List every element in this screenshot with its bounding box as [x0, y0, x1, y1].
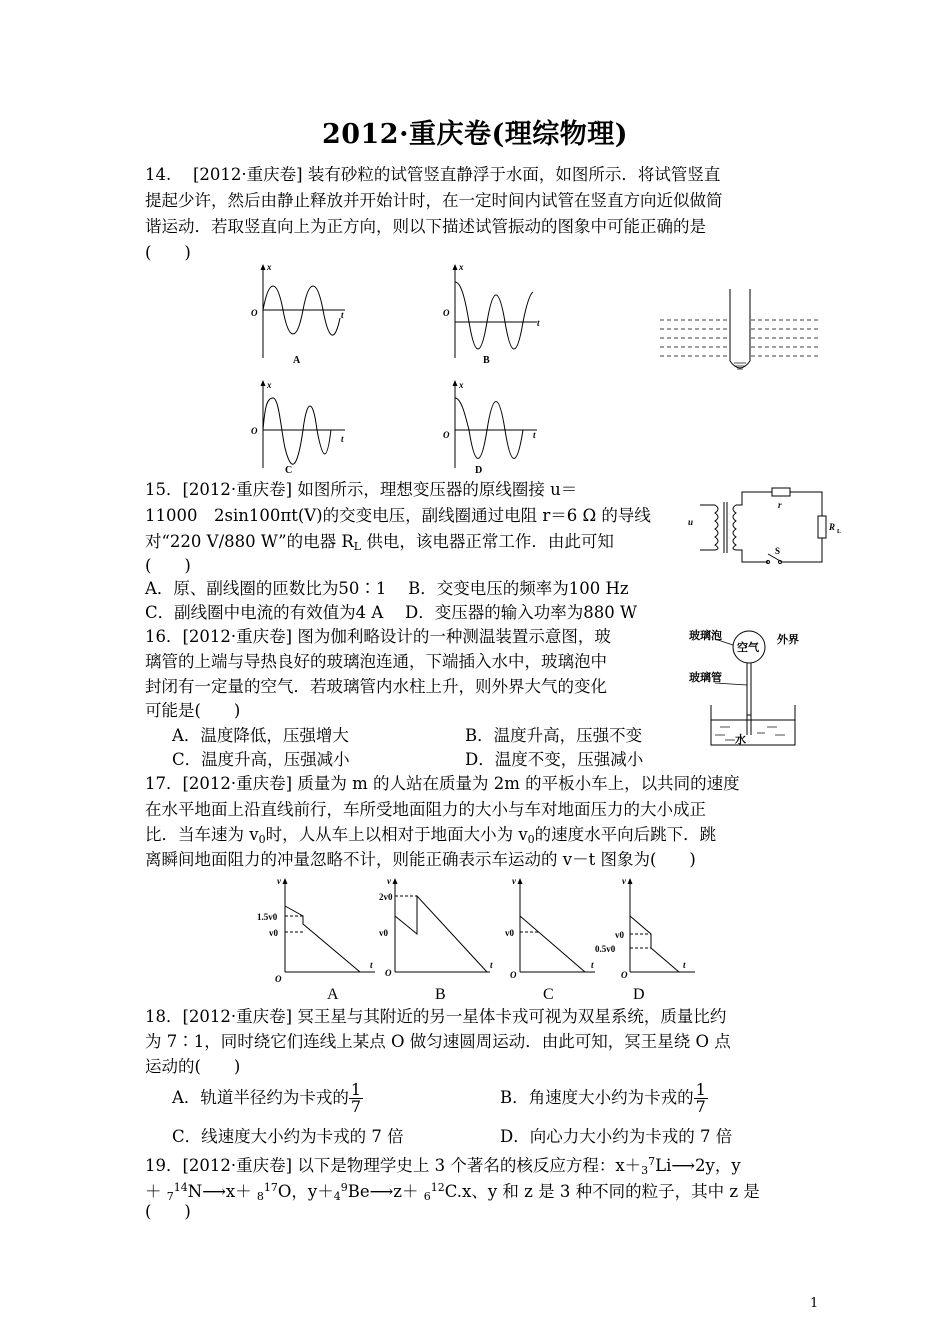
svg-text:O: O: [251, 426, 258, 436]
q18-option-d: D．向心力大小约为卡戎的 7 倍: [500, 1127, 733, 1146]
q17-d-tick-v0: v0: [615, 930, 624, 940]
q17-b-tick-2v0: 2v0: [379, 892, 393, 902]
q14-line-4: ( ): [145, 243, 191, 262]
svg-text:O: O: [621, 970, 628, 980]
q14-line-2: 提起少许，然后由静止释放并开始计时，在一定时间内试管在竖直方向近似做简: [145, 191, 723, 210]
q19-line-2: ＋ $_7^{14}$N⟶x＋ $_8^{17}$O，$y+_4^9Be⟶z+ _6^{12}C.x$、y 和 z 是 3 种不同的粒子，其中 z 是: [145, 1181, 760, 1203]
q14-graphs: [245, 258, 565, 478]
svg-text:S: S: [775, 546, 781, 556]
svg-text:v: v: [277, 876, 281, 886]
svg-text:t: t: [490, 960, 493, 970]
q16-line-3: 封闭有一定量的空气．若玻璃管内水柱上升，则外界大气的变化: [145, 677, 607, 696]
q17-a-tick-1-5v0: 1.5v0: [257, 912, 278, 922]
svg-text:t: t: [683, 960, 686, 970]
q18-line-2: 为 7∶1，同时绕它们连线上某点 O 做匀速圆周运动．由此可知，冥王星绕 O 点: [145, 1032, 731, 1051]
svg-text:O: O: [275, 974, 282, 984]
svg-text:t: t: [533, 430, 536, 440]
q16-thermoscope-figure: [685, 625, 815, 750]
q14-axis-x-label: x: [267, 262, 272, 272]
svg-text:R: R: [829, 522, 836, 532]
q15-option-ab: A．原、副线圈的匝数比为50∶1 B．交变电压的频率为100 Hz: [145, 579, 629, 598]
q14-line-3: 谐运动．若取竖直向上为正方向，则以下描述试管振动的图象中可能正确的是: [145, 217, 706, 236]
q18-line-1: 18．[2012·重庆卷] 冥王星与其附近的另一星体卡戎可视为双星系统，质量比约: [145, 1007, 727, 1026]
q14-graph-a-label: A: [293, 355, 301, 366]
q18-line-3: 运动的( ): [145, 1057, 241, 1076]
q17-d-tick-0-5v0: 0.5v0: [595, 944, 616, 954]
svg-text:t: t: [370, 960, 373, 970]
q15-line-3: 对“220 V/880 W”的电器 $R_L$ 供电，该电器正常工作．由此可知: [145, 532, 614, 553]
svg-text:O: O: [510, 970, 517, 980]
q17-line-3: 比．当车速为 $v_0$时，人从车上以相对于地面大小为 $v_0$的速度水平向后跳下．跳: [145, 825, 717, 846]
q15-line-1: 15．[2012·重庆卷] 如图所示，理想变压器的原线圈接 u＝: [145, 480, 578, 499]
svg-text:x: x: [459, 262, 464, 272]
q16-option-a: A．温度降低，压强增大: [172, 726, 349, 745]
q16-line-1: 16．[2012·重庆卷] 图为伽利略设计的一种测温装置示意图，玻: [145, 627, 611, 646]
q16-option-b: B．温度升高，压强不变: [465, 726, 643, 745]
q17-line-2: 在水平地面上沿直线前行，车所受地面阻力的大小与车对地面压力的大小成正: [145, 800, 706, 819]
svg-text:t: t: [591, 960, 594, 970]
svg-text:x: x: [459, 380, 464, 390]
page-title: 2012·重庆卷(理综物理): [321, 119, 629, 150]
q18-option-a: A．轨道半径约为卡戎的 $\frac{1}{7}$: [172, 1080, 362, 1116]
svg-text:O: O: [251, 308, 258, 318]
q18-option-b: B．角速度大小约为卡戎的 $\frac{1}{7}$: [500, 1080, 706, 1116]
q16-line-4: 可能是( ): [145, 701, 241, 720]
svg-text:O: O: [443, 430, 450, 440]
q14-graph-b-label: B: [483, 355, 490, 366]
q17-c-tick-v0: v0: [505, 928, 514, 938]
q16-line-2: 璃管的上端与导热良好的玻璃泡连通，下端插入水中，玻璃泡中: [145, 652, 607, 671]
q15-option-cd: C．副线圈中电流的有效值为4 A D．变压器的输入功率为880 W: [145, 603, 637, 622]
svg-text:v: v: [622, 876, 626, 886]
q19-line-1: 19．[2012·重庆卷] 以下是物理学史上 3 个著名的核反应方程：$x+_3^7Li⟶2y$，y: [145, 1155, 741, 1177]
q17-graphs: [255, 872, 705, 1004]
q14-line-1: 14. [2012·重庆卷] 装有砂粒的试管竖直静浮于水面，如图所示．将试管竖直: [145, 165, 721, 184]
q16-option-c: C．温度升高，压强减小: [172, 750, 350, 769]
svg-text:r: r: [778, 500, 782, 510]
q16-water-label: 水: [735, 734, 746, 746]
svg-text:u: u: [688, 517, 694, 527]
q17-b-tick-v0: v0: [379, 928, 388, 938]
svg-text:v: v: [512, 876, 516, 886]
q14-graph-d-label: D: [475, 465, 483, 476]
q16-option-d: D．温度不变，压强减小: [465, 750, 644, 769]
q16-tube-label: 玻璃管: [689, 672, 722, 684]
q17-graph-c-label: C: [543, 986, 554, 1003]
svg-text:O: O: [443, 308, 450, 318]
q16-air-label: 空气: [737, 642, 759, 654]
q17-graph-b-label: B: [435, 986, 446, 1003]
svg-text:t: t: [341, 310, 344, 320]
svg-text:v: v: [387, 876, 391, 886]
q19-line-3: ( ): [145, 1202, 191, 1221]
page-number: 1: [810, 1296, 819, 1311]
q17-a-tick-v0: v0: [269, 928, 278, 938]
q18-option-c: C．线速度大小约为卡戎的 7 倍: [172, 1127, 404, 1146]
q16-outside-label: 外界: [777, 634, 799, 646]
q16-bulb-label: 玻璃泡: [689, 630, 722, 642]
svg-text:O: O: [385, 968, 392, 978]
svg-text:t: t: [341, 434, 344, 444]
q17-graph-a-label: A: [327, 986, 339, 1003]
q15-line-2: 11000 2sin100πt(V)的交变电压，副线圈通过电阻 r＝6 Ω 的导线: [145, 506, 651, 525]
svg-text:L: L: [837, 529, 842, 535]
svg-text:x: x: [267, 380, 272, 390]
q14-test-tube-figure: [655, 285, 825, 380]
q17-line-1: 17．[2012·重庆卷] 质量为 m 的人站在质量为 2m 的平板小车上，以共同的速度: [145, 774, 740, 793]
q17-graph-d-label: D: [633, 986, 645, 1003]
svg-text:t: t: [537, 318, 540, 328]
q17-line-4: 离瞬间地面阻力的冲量忽略不计，则能正确表示车运动的 v－t 图象为( ): [145, 850, 696, 869]
q15-line-4: ( ): [145, 556, 191, 575]
q14-graph-c-label: C: [285, 465, 293, 476]
q15-circuit-figure: [680, 480, 840, 575]
